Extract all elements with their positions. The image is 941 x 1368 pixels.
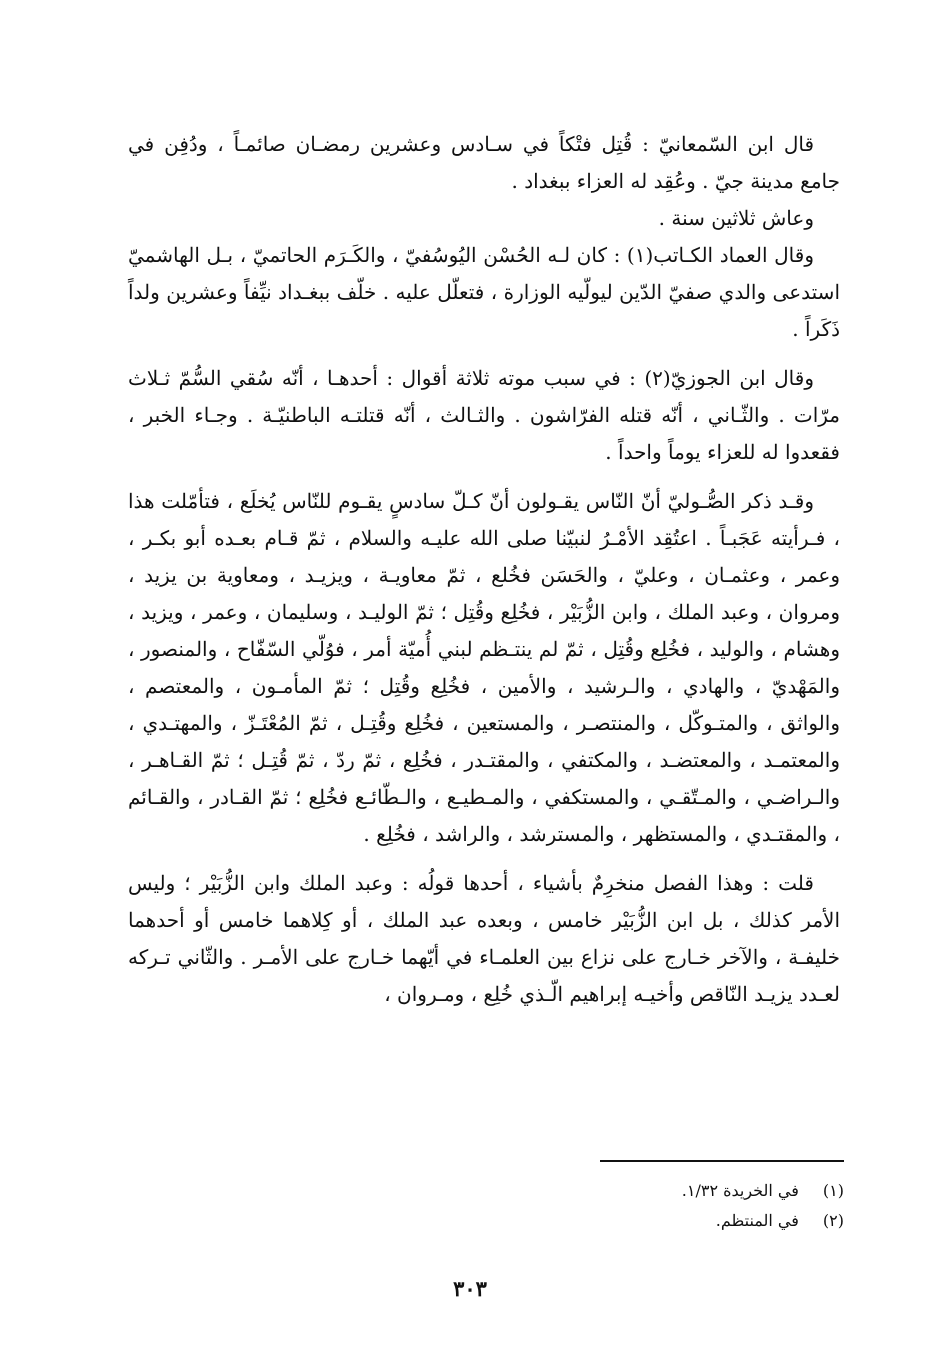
paragraph-qultu: قلت : وهذا الفصل منخرِمٌ بأشياء ، أحدها قولُه : وعبد الملك وابن الزُّبَيْر ؛ وليس الأمر كذلك ، بل ابن الزُّبَيْر خامس ، وبعده عبد الملك ، أو كِلاهما خامس أو أحدهما خليفـة ، والآخر خـارج على نزاع بين العلمـاء في أيّهما خـارج على الأمـر . والثّاني تـركه لعـدد يزيـد النّاقص وأخيـه إبراهيم الّـذي خُلِع ، ومـروان ، <box>128 871 840 1006</box>
paragraph-imad: وقال العماد الكـاتب(١) : كان لـه الحُسْن اليُوسُفيّ ، والكَـرَم الحاتميّ ، بـل الهاشميّ استدعى والدي صفيّ الدّين ليولّيه الوزارة ، فتعلّل عليه . خلّف ببغـداد نيِّفاً وعشرين ولداً ذَكَراً . <box>128 243 840 341</box>
page-number: ٣٠٣ <box>453 1276 487 1301</box>
body-text <box>128 126 840 1013</box>
footnote-number: (٢) <box>822 1211 844 1230</box>
paragraph-age: وعاش ثلاثين سنة . <box>658 206 814 230</box>
paragraph-suli: وقـد ذكر الصُّـوليّ أنّ النّاس يقـولون أنّ كـلّ سادسٍ يقـوم للنّاس يُخلَع ، فتأمّلت هذا ، فـرأيته عَجَبـاً . اعتُقِد الأمْـرُ لنبيّنا صلى الله عليـه والسلام ، ثمّ قـام بعـده أبو بكـر ، وعمر ، وعثمـان ، وعليّ ، والحَسَن فخُلع ، ثمّ معاويـة ، ويزيـد ، ومعاوية بن يزيد ، ومروان ، وعبد الملك ، وابن الزُّبَيْر ، فخُلِع وقُتِل ؛ ثمّ الوليـد ، وسليمان ، وعمر ، ويزيد ، وهشام ، والوليد ، فخُلِع وقُتِل ، ثمّ لم ينتـظم لبني أُميّة أمر ، فوُلّي السّفّاح ، والمنصور ، والمَهْديّ ، والهادي ، والـرشيد ، والأمين ، فخُلِع وقُتِل ؛ ثمّ المأمـون ، والمعتصم ، والواثق ، والمتـوكّل ، والمنتصـر ، والمستعين ، فخُلِع وقُتِـل ، ثمّ المُعْتَـزّ ، والمهتـدي ، والمعتمـد ، والمعتضـد ، والمكتفي ، والمقتـدر ، فخُلِع ، ثمّ ردّ ، ثمّ قُتِـل ؛ ثمّ القـاهـر ، والـراضـي ، والمـتّقـي ، والمستكفي ، والمـطيـع ، والـطّائـع فخُلِع ؛ ثمّ القـادر ، والقـائم ، والمقتـدي ، والمستظهر ، والمسترشد ، والراشد ، فخُلِع . <box>128 489 840 846</box>
footnote-text: في الخريدة ١/٣٢. <box>681 1181 799 1200</box>
footnote-2 <box>520 1206 844 1236</box>
footnote-number: (١) <box>822 1181 844 1200</box>
paragraph-samani: قال ابن السّمعانيّ : قُتِل فتْكاً في سـادس وعشرين رمضـان صائمـاً ، ودُفِن في جامع مدينة جيّ . وعُقِد له العزاء ببغداد . <box>128 132 840 193</box>
footnote-1 <box>520 1176 844 1206</box>
footnote-separator <box>600 1160 844 1162</box>
footnotes <box>520 1176 844 1236</box>
footnote-text: في المنتظم. <box>715 1211 799 1230</box>
paragraph-jawzi: وقال ابن الجوزيّ(٢) : في سبب موته ثلاثة أقوال : أحدهـا ، أنّه سُقي السُّمّ ثـلاث مرّات . والثّـاني ، أنّه قتله الفرّاشون . والثـالث ، أنّه قتلتـه الباطنيّـة . وجـاء الخبر ، فقعدوا له للعزاء يوماً واحداً . <box>128 366 840 464</box>
